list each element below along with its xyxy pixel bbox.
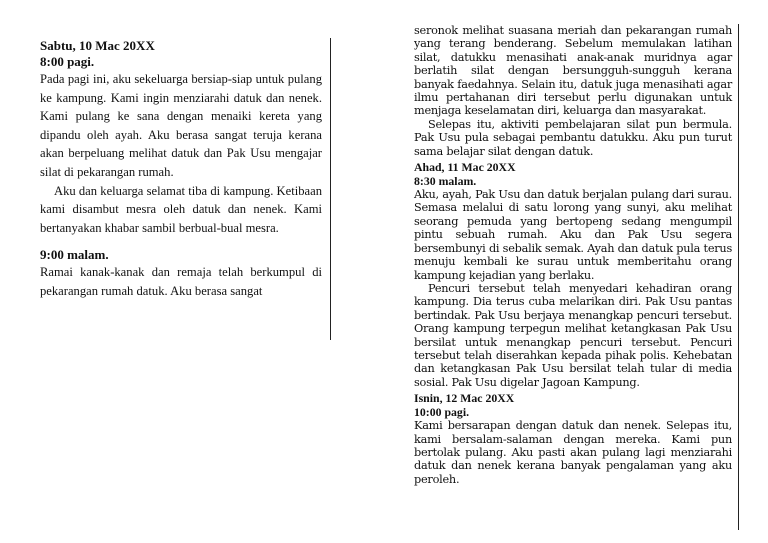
paragraph: Ramai kanak-kanak dan remaja telah berkumpul di pekarangan rumah datuk. Aku berasa sangat: [40, 265, 322, 298]
entry-time: 10:00 pagi.: [414, 404, 470, 419]
paragraph: Pada pagi ini, aku sekeluarga bersiap-siap untuk pulang ke kampung. Kami ingin menziarahi datuk dan nenek. Kami pulang ke sana dengan menaiki kereta yang dipandu oleh ayah. Aku berasa sangat teruja kerana akan berpeluang melihat datuk dan Pak Usu mengajar silat di pekarangan rumah.: [40, 72, 322, 179]
entry-time: 8:30 malam.: [414, 173, 477, 188]
paragraph: Selepas itu, aktiviti pembelajaran silat pun bermula. Pak Usu pula sebagai pembantu datukku. Aku pun turut sama belajar silat dengan datuk.: [414, 117, 732, 158]
entry-date: Isnin, 12 Mac 20XX: [414, 391, 515, 406]
entry-time: 8:00 pagi.: [40, 54, 95, 69]
paragraph: Aku dan keluarga selamat tiba di kampung. Ketibaan kami disambut mesra oleh datuk dan nenek. Kami bertanyakan khabar sambil berbual-bual mesra.: [40, 183, 322, 235]
entry-date: Sabtu, 10 Mac 20XX: [40, 38, 155, 53]
paragraph: seronok melihat suasana meriah dan pekarangan rumah yang terang benderang. Sebelum memulakan latihan silat, datukku menasihati anak-anak muridnya agar berlatih silat dengan bersungguh-sungguh kerana banyak faedahnya. Selain itu, datuk juga menasihati agar ilmu pertahanan diri tersebut perlu digunakan untuk menjaga keselamatan diri, keluarga dan masyarakat.: [414, 24, 732, 118]
paragraph: Pencuri tersebut telah menyedari kehadiran orang kampung. Dia terus cuba melarikan diri. Pak Usu pantas bertindak. Pak Usu berjaya menangkap pencuri tersebut. Orang kampung terpegun melihat ketangkasan Pak Usu bersilat untuk menangkap pencuri tersebut. Pencuri tersebut telah diserahkan kepada pihak polis. Kehebatan dan ketangkasan Pak Usu bersilat telah tular di media sosial. Pak Usu digelar Jagoan Kampung.: [414, 281, 732, 389]
paragraph: Kami bersarapan dengan datuk dan nenek. Selepas itu, kami bersalam-salaman dengan mereka. Kami pun bertolak pulang. Aku pasti akan pulang lagi menziarahi datuk dan nenek kerana banyak pengalaman yang aku peroleh.: [414, 419, 732, 486]
right-column: [414, 24, 739, 530]
paragraph: Aku, ayah, Pak Usu dan datuk berjalan pulang dari surau. Semasa melalui di satu lorong yang sunyi, aku melihat seorang pemuda yang bertopeng sedang mengumpil pintu sebuah rumah. Aku dan Pak Usu segera bersembunyi di sebalik semak. Ayah dan datuk pula terus menuju kembali ke surau untuk memberitahu orang kampung kejadian yang berlaku.: [414, 188, 732, 282]
left-column: [40, 38, 331, 340]
entry-time: 9:00 malam.: [40, 247, 109, 263]
entry-date: Ahad, 11 Mac 20XX: [414, 160, 516, 175]
